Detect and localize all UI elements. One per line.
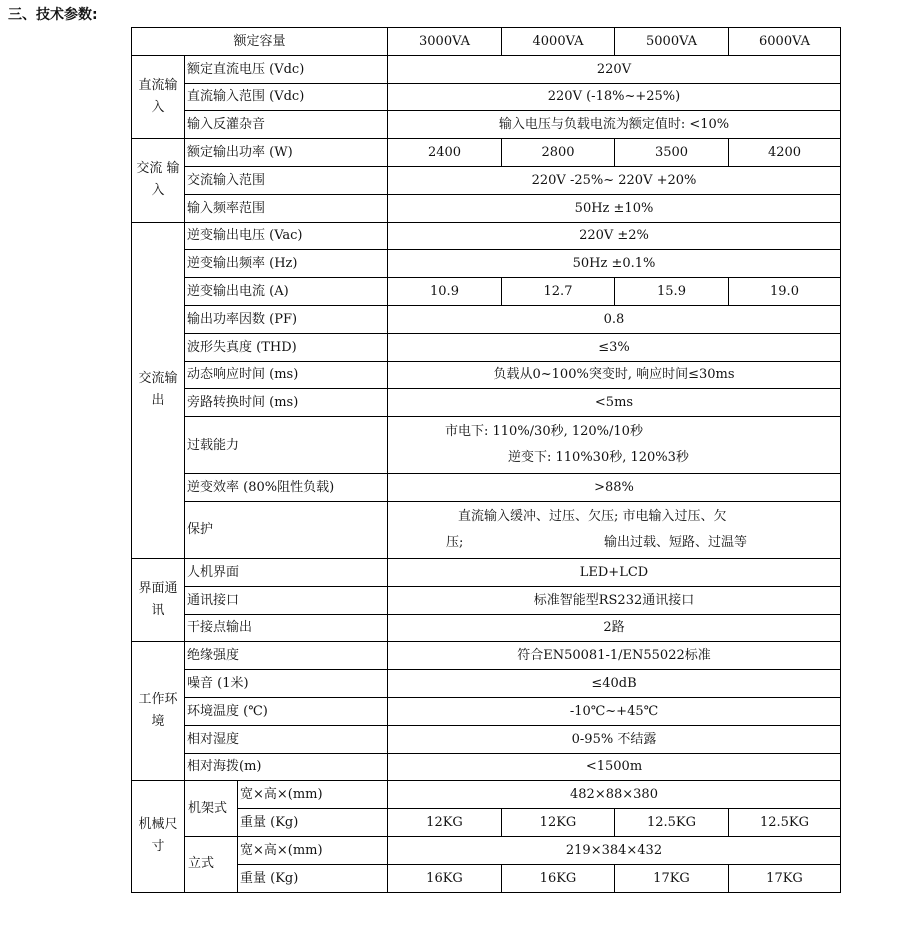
group-ac-output: 交流输出 [132,222,185,558]
tower-weight-3000va: 16KG [388,864,502,892]
row-label: 干接点输出 [185,614,388,642]
table-row [132,194,841,222]
row-value: ≤3% [388,333,841,361]
row-value: 220V (-18%~+25%) [388,83,841,111]
table-row [132,278,841,306]
current-3000va: 10.9 [388,278,502,306]
row-label: 直流输入范围 (Vdc) [185,83,388,111]
current-4000va: 12.7 [502,278,615,306]
protection-line-1: 直流输入缓冲、过压、欠压; 市电输入过压、欠 [458,508,727,524]
table-row [132,333,841,361]
table-row [132,417,841,474]
protection-line-2b: 输出过载、短路、过温等 [604,534,748,550]
rack-mount-label: 机架式 [185,781,238,837]
row-value: 标准智能型RS232通讯接口 [388,586,841,614]
row-value: LED+LCD [388,558,841,586]
tower-weight-6000va: 17KG [729,864,841,892]
row-label: 输入频率范围 [185,194,388,222]
group-interface: 界面通讯 [132,558,185,641]
table-row [132,55,841,83]
row-label: 逆变效率 (80%阻性负载) [185,474,388,502]
protection-value [388,501,841,558]
row-label: 宽×高×(mm) [238,836,388,864]
power-3000va: 2400 [388,139,502,167]
row-value: 0.8 [388,305,841,333]
row-label: 相对湿度 [185,725,388,753]
row-value: <1500m [388,753,841,781]
row-label: 交流输入范围 [185,166,388,194]
row-value: 220V -25%~ 220V +20% [388,166,841,194]
row-label: 通讯接口 [185,586,388,614]
table-row [132,586,841,614]
table-row [132,781,841,809]
row-value: -10℃~+45℃ [388,697,841,725]
row-value: 220V [388,55,841,83]
rack-weight-4000va: 12KG [502,809,615,837]
row-value: 220V ±2% [388,222,841,250]
row-label: 相对海拨(m) [185,753,388,781]
rated-capacity-label: 额定容量 [132,28,388,56]
row-label: 噪音 (1米) [185,670,388,698]
current-6000va: 19.0 [729,278,841,306]
row-label: 逆变输出电压 (Vac) [185,222,388,250]
header-row [132,28,841,56]
row-value: 符合EN50081-1/EN55022标准 [388,642,841,670]
model-6000va: 6000VA [729,28,841,56]
table-row [132,474,841,502]
row-value: 50Hz ±10% [388,194,841,222]
table-row [132,361,841,389]
row-label: 绝缘强度 [185,642,388,670]
power-6000va: 4200 [729,139,841,167]
overload-line-inverter: 逆变下: 110%30秒, 120%3秒 [508,450,689,466]
table-row [132,501,841,558]
rack-weight-6000va: 12.5KG [729,809,841,837]
row-value: 输入电压与负载电流为额定值时: <10% [388,111,841,139]
row-label: 重量 (Kg) [238,864,388,892]
table-row [132,642,841,670]
rack-weight-5000va: 12.5KG [615,809,729,837]
row-label: 过载能力 [185,417,388,474]
model-4000va: 4000VA [502,28,615,56]
row-label: 额定输出功率 (W) [185,139,388,167]
row-label: 输入反灌杂音 [185,111,388,139]
row-value: ≤40dB [388,670,841,698]
model-5000va: 5000VA [615,28,729,56]
table-row [132,250,841,278]
table-row [132,697,841,725]
table-row [132,166,841,194]
table-row [132,222,841,250]
row-label: 环境温度 (℃) [185,697,388,725]
table-row [132,614,841,642]
table-row [132,670,841,698]
group-environment: 工作环境 [132,642,185,781]
protection-line-2a: 压; [446,534,464,550]
group-mechanical: 机械尺寸 [132,781,185,892]
row-label: 保护 [185,501,388,558]
power-4000va: 2800 [502,139,615,167]
row-label: 人机界面 [185,558,388,586]
table-row [132,558,841,586]
table-row [132,111,841,139]
group-ac-input: 交流 输入 [132,139,185,222]
tower-label: 立式 [185,836,238,892]
overload-value [388,417,841,474]
row-label: 输出功率因数 (PF) [185,305,388,333]
rack-weight-3000va: 12KG [388,809,502,837]
row-value: 0-95% 不结露 [388,725,841,753]
row-label: 宽×高×(mm) [238,781,388,809]
row-label: 重量 (Kg) [238,809,388,837]
protection-line-2 [390,530,838,556]
table-row [132,389,841,417]
power-5000va: 3500 [615,139,729,167]
current-5000va: 15.9 [615,278,729,306]
group-dc-input: 直流输入 [132,55,185,138]
row-label: 旁路转换时间 (ms) [185,389,388,417]
table-row [132,753,841,781]
row-value: <5ms [388,389,841,417]
model-3000va: 3000VA [388,28,502,56]
table-row [132,864,841,892]
row-value: 482×88×380 [388,781,841,809]
overload-line-mains: 市电下: 110%/30秒, 120%/10秒 [445,424,643,440]
table-row [132,305,841,333]
spec-table [131,27,841,893]
table-row [132,139,841,167]
row-label: 逆变输出电流 (A) [185,278,388,306]
row-label: 动态响应时间 (ms) [185,361,388,389]
section-heading: 三、技术参数: [8,7,98,23]
table-row [132,836,841,864]
table-row [132,809,841,837]
row-label: 额定直流电压 (Vdc) [185,55,388,83]
row-value: 219×384×432 [388,836,841,864]
row-label: 波形失真度 (THD) [185,333,388,361]
table-row [132,725,841,753]
row-value: 负载从0~100%突变时, 响应时间≤30ms [388,361,841,389]
row-value: 50Hz ±0.1% [388,250,841,278]
row-label: 逆变输出频率 (Hz) [185,250,388,278]
row-value: 2路 [388,614,841,642]
row-value: >88% [388,474,841,502]
tower-weight-5000va: 17KG [615,864,729,892]
tower-weight-4000va: 16KG [502,864,615,892]
table-row [132,83,841,111]
